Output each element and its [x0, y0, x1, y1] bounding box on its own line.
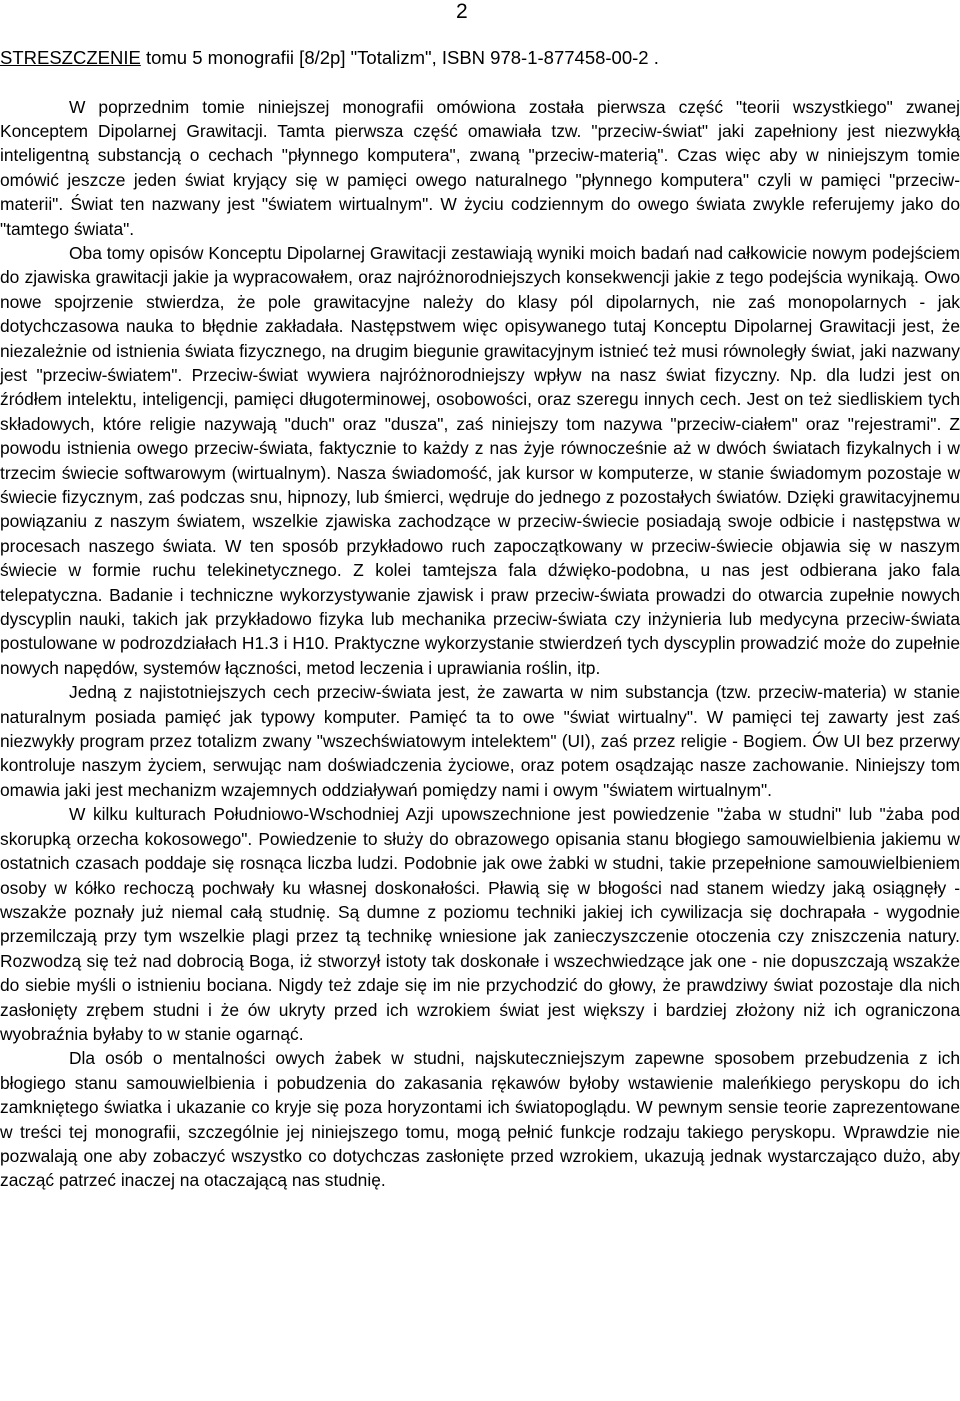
summary-heading	[0, 46, 960, 70]
paragraph: Jedną z najistotniejszych cech przeciw-świata jest, że zawarta w nim substancja (tzw. przeciw-materia) w stanie naturalnym posiada pamięć jak typowy komputer. Pamięć ta to owe "świat wirtualny". W pamięci tej zawarty jest zaś niezwykły program przez totalizm zwany "wszechświatowym intelektem" (UI), zaś przez religie - Bogiem. Ów UI bez przerwy kontroluje naszym życiem, serwując nam doświadczenia życiowe, oraz potem osądzając nasze zachowanie. Niniejszy tom omawia jaki jest mechanizm wzajemnych oddziaływań pomiędzy nami i owym "światem wirtualnym".	[0, 682, 960, 800]
summary-heading-rest: tomu 5 monografii [8/2p] "Totalizm", ISBN 978-1-877458-00-2 .	[140, 47, 659, 68]
paragraph: Dla osób o mentalności owych żabek w studni, najskuteczniejszym zapewne sposobem przebudzenia z ich błogiego stanu samouwielbienia i pobudzenia do zakasania rękawów byłoby wstawienie maleńkiego peryskopu do ich zamkniętego światka i ukazanie co kryje się poza horyzontami ich światopoglądu. W pewnym sensie teorie zaprezentowane w treści tej monografii, szczególnie jej niniejszego tomu, mogą pełnić funkcje rodzaju takiego peryskopu. Wprawdzie nie pozwalają one aby zobaczyć wszystko co dotychczas zasłonięte przed wzrokiem, ukazują jednak wystarczająco dużo, aby zacząć patrzeć inaczej na otaczającą nas studnię.	[0, 1048, 960, 1191]
paragraph: W poprzednim tomie niniejszej monografii omówiona została pierwsza część "teorii wszystkiego" zwanej Konceptem Dipolarnej Grawitacji. Tamta pierwsza część omawiała tzw. "przeciw-świat" jaki zapełniony jest niezwykłą inteligentną substancją o cechach "płynnego komputera", zwaną "przeciw-materią". Czas więc aby w niniejszym tomie omówić jeszcze jeden świat kryjący się w pamięci owego naturalnego "płynnego komputera" czyli w pamięci "przeciw-materii". Świat ten nazwany jest "światem wirtualnym". W życiu codziennym do owego świata zwykle referujemy jako do "tamtego świata".	[0, 96, 960, 239]
paragraph: W kilku kulturach Południowo-Wschodniej Azji upowszechnione jest powiedzenie "żaba w studni" lub "żaba pod skorupką orzecha kokosowego". Powiedzenie to służy do obrazowego opisania stanu błogiego samouwielbienia jakiemu w ostatnich czasach poddaje się rosnąca liczba ludzi. Podobnie jak owe żabki w studni, takie przepełnione samouwielbieniem osoby w kółko rechoczą pochwały ku własnej doskonałości. Pławią się w błogości nad stanem wiedzy jaką osiągnęły - wszakże poznały już niemal całą studnię. Są dumne z poziomu techniki jakiej ich cywilizacja się dochrapała - wygodnie przemilczają przy tym wszelkie plagi przez tą technikę wniesione jak zanieczyszczenie otoczenia czy zniszczenia natury. Rozwodzą się też nad dobrocią Boga, iż stworzył istoty tak doskonałe i wszechwiedzące jak one - nie dopuszczają wszakże do siebie myśli o istnieniu bociana. Nigdy też zdaje się im nie przychodzić do głowy, że prawdziwy świat pozostaje dla nich zasłonięty zrębem studni i że ów ukryty przed ich wzrokiem świat jest większy i bardziej złożony niż ich ograniczona wyobraźnia byłaby to w stanie ogarnąć.	[0, 804, 960, 1044]
summary-heading-lead: STRESZCZENIE	[0, 47, 141, 68]
paragraph: Oba tomy opisów Konceptu Dipolarnej Grawitacji zestawiają wyniki moich badań nad całkowicie nowym podejściem do zjawiska grawitacji jakie ja wypracowałem, oraz najróżnorodniejszych konsekwencji jakie z tego podejścia wynikają. Owo nowe spojrzenie stwierdza, że pole grawitacyjne należy do klasy pól dipolarnych, nie zaś monopolarnych - jak dotychczasowa nauka to błędnie zakładała. Następstwem więc opisywanego tutaj Konceptu Dipolarnej Grawitacji jest, że niezależnie od istnienia świata fizycznego, na drugim biegunie grawitacyjnym istnieć też musi równoległy świat, jaki nazwany jest "przeciw-światem". Przeciw-świat wywiera najróżnorodniejszy wpływ na nasz świat fizyczny. Np. dla ludzi jest on źródłem intelektu, inteligencji, pamięci długoterminowej, osobowości, oraz szeregu innych cech. Jest on też siedliskiem tych składowych, które religie nazywają "duch" oraz "dusza", zaś niniejszy tom nazywa "przeciw-ciałem" oraz "rejestrami". Z powodu istnienia owego przeciw-świata, faktycznie to każdy z nas żyje równocześnie aż w dwóch światach fizykalnych i w trzecim świecie softwarowym (wirtualnym). Nasza świadomość, jak kursor w komputerze, w stanie świadomym pozostaje w świecie fizycznym, zaś podczas snu, hipnozy, lub śmierci, wędruje do jednego z pozostałych światów. Dzięki grawitacyjnemu powiązaniu z naszym światem, wszelkie zjawiska zachodzące w przeciw-świecie posiadają swoje odbicie i następstwa w procesach naszego świata. W ten sposób przykładowo ruch zapoczątkowany w przeciw-świecie objawia się w naszym świecie w formie ruchu telekinetycznego. Z kolei tamtejsza fala dźwięko-podobna, u nas jest odbierana jako fala telepatyczna. Badanie i techniczne wykorzystywanie zjawisk i praw przeciw-świata prowadzi do otwarcia zupełnie nowych dyscyplin nauki, takich jak przykładowo fizyka lub mechanika przeciw-świata czy inżynieria lub medycyna przeciw-świata postulowane w podrozdziałach H1.3 i H10. Praktyczne wykorzystanie stwierdzeń tych dyscyplin prowadzić może do zupełnie nowych napędów, systemów łączności, metod leczenia i uprawiania roślin, itp.	[0, 242, 960, 678]
page-number: 2	[456, 0, 468, 23]
summary-body	[0, 95, 960, 1193]
